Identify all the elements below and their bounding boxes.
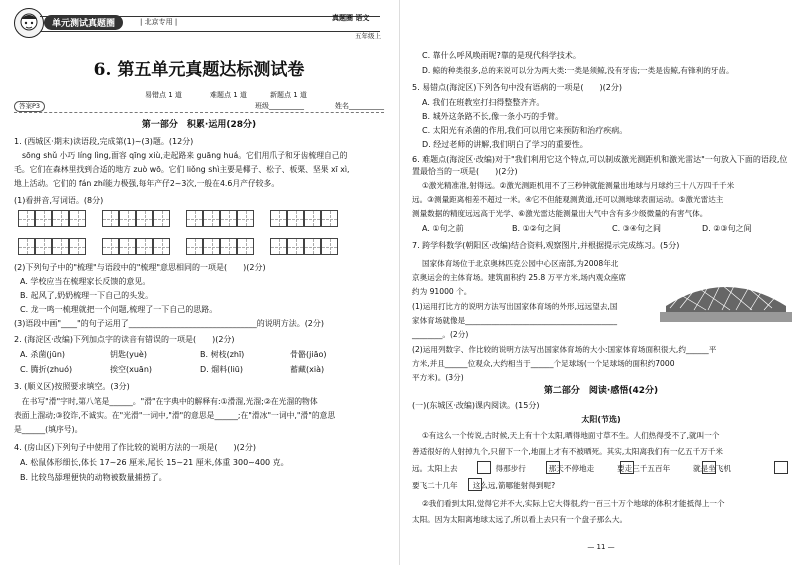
stadium-image — [660, 262, 792, 322]
q5-option-c: C. 太阳光有杀菌的作用,我们可以用它来预防和治疗疾病。 — [422, 126, 628, 135]
q3-line-1: 在书写"滑"字时,第八笔是______。"滑"在字典中的解释有:①滑溜,光溜;②在光溜的物体 — [14, 397, 318, 406]
q6-line-2: 远。③测量距离相差不超过一米。④它不但能观测黄道,还可以测地球表面运动。⑤激光雷达主 — [412, 195, 724, 204]
answer-grid[interactable] — [102, 238, 170, 255]
reading-line-5: ②我们看到太阳,觉得它并不大,实际上它大得很,约一百三十万个地球的体积才能抵得上一个 — [422, 499, 725, 508]
q2-opt: A. 杀菌(jūn) — [20, 350, 66, 359]
q1-lead: 1. (西城区·期末)读语段,完成第(1)~(3)题。(12分) — [14, 137, 194, 146]
punctuation-box[interactable] — [468, 478, 482, 491]
q1-sub3: (3)语段中画"____"的句子运用了________________________________的说明方法。(2分) — [14, 319, 325, 328]
q1-sub2-option-c: C. 龙一鸣一梳理就把一个问题,梳理了一下自己的思路。 — [20, 305, 218, 314]
q2-lead: 2. (海淀区·改编)下列加点字的读音有错误的一项是( )(2分) — [14, 335, 235, 344]
q5-option-a: A. 我们在班教室打扫得整整齐齐。 — [422, 98, 545, 107]
q6-line-3: 测量数据的精度远远高于光学、⑥激光雷达能测量出大气中含有多少级微量的有害气体。 — [412, 209, 708, 218]
answer-grid[interactable] — [102, 210, 170, 227]
q7-lead: 7. 跨学科数学(朝阳区·改编)结合资料,观察图片,并根据提示完成练习。(5分) — [412, 241, 680, 250]
prev-option-c: C. 靠什么呼风唤雨呢?靠的是现代科学技术。 — [422, 51, 581, 60]
q2-opt: 挨空(xuān) — [110, 365, 153, 374]
q6-line-1: ①激光精准准,射得远。②激光测距机用不了三秒钟就能测量出地球与月球约三十八万四千千米 — [422, 181, 735, 190]
reading-line-3: 远。太阳上去 得那步行 那天不停地走 要走三千五百年 就是坐飞机 — [412, 464, 754, 473]
prev-option-d: D. 鲸的种类很多,总的来说可以分为两大类:一类是须鲸,没有牙齿;一类是齿鲸,有锋利的牙齿。 — [422, 66, 734, 75]
q2-opt: B. 树枝(zhī) — [200, 350, 245, 359]
name-label: 姓名__________ — [335, 102, 384, 110]
edition-label: | 北京专用 | — [140, 18, 178, 26]
q2-opt: C. 腾折(zhuó) — [20, 365, 73, 374]
q5-lead: 5. 易错点(海淀区)下列各句中没有语病的一项是( )(2分) — [412, 83, 622, 92]
answer-grid[interactable] — [270, 210, 338, 227]
answer-grid[interactable] — [18, 210, 86, 227]
q7-sub2-line-2: 方米,并且______位观众,大约相当于______个足球场(一个足球场的面积约7000 — [412, 359, 675, 368]
part1-title: 第一部分 积累·运用(28分) — [141, 120, 257, 130]
book-label: 真题圈 语文 — [332, 14, 370, 22]
q4-option-a: A. 松鼠体形细长,体长 17~26 厘米,尾长 15~21 厘米,体重 300~400 克。 — [20, 458, 289, 467]
q7-sub2-line-1: (2)运用列数字、作比较的说明方法写出国家体育场的大小:国家体育场面积很大,约______平 — [412, 345, 717, 354]
stat-new: 新题点 1 道 — [270, 91, 307, 99]
q1-sub2-option-a: A. 学校应当在梳理家长反馈的意见。 — [20, 277, 151, 286]
left-page — [0, 0, 398, 565]
q6-option-d: D. ②③句之间 — [702, 224, 752, 233]
answer-grid[interactable] — [18, 238, 86, 255]
q3-lead: 3. (顺义区)按照要求填空。(3分) — [14, 382, 130, 391]
q1-sub2-option-b: B. 起风了,奶奶梳理一下自己的头发。 — [20, 291, 154, 300]
q7-sub1-line-1: (1)运用打比方的说明方法写出国家体育场的外形,远远望去,国 — [412, 302, 618, 311]
reading-line-6: 太阳。因为太阳离地球太远了,所以看上去只有一个盘子那么大。 — [412, 515, 628, 524]
q2-opt: 骨骼(jiāo) — [290, 350, 327, 359]
q2-opt: D. 熘料(liū) — [200, 365, 244, 374]
punctuation-box[interactable] — [702, 461, 716, 474]
q5-option-b: B. 城外这条路不长,像一条小巧的手臂。 — [422, 112, 564, 121]
answer-grid[interactable] — [186, 210, 254, 227]
reading-title: 太阳(节选) — [581, 415, 621, 424]
answer-grid[interactable] — [270, 238, 338, 255]
q6-option-b: B. ①②句之间 — [512, 224, 561, 233]
punctuation-box[interactable] — [477, 461, 491, 474]
reading-line-4: 要飞二十几年 这么远,箭哪能射得到呢? — [412, 481, 556, 490]
class-label: 班级__________ — [255, 102, 304, 110]
q2-opt: 钥匙(yuè) — [110, 350, 147, 359]
q7-para-1: 国家体育场位于北京奥林匹克公园中心区南部,为2008年北 — [422, 259, 619, 268]
q6-option-a: A. ①句之前 — [422, 224, 464, 233]
q5-option-d: D. 经过老师的讲解,我们明白了学习的重要性。 — [422, 140, 588, 149]
stat-easy: 易错点 1 道 — [145, 91, 182, 99]
q6-lead: 6. 难题点(海淀区·改编)对于"我们利用它这个特点,可以制成激光测距机和激光雷达"一句放入下面的语段,位置最恰当的一项是( )(2分) — [412, 155, 788, 176]
q1-passage-line-1: sōng shǔ 小巧 líng lìng,面容 qīng xiù,走起路来 guāng huá。它们用爪子和牙齿梳理自己的 — [22, 151, 348, 160]
q3-line-2: 表面上溜动;③狡诈,不诚实。在"光滑"一词中,"滑"的意思是______;在"滑冰"一词中,"滑"的意思 — [14, 411, 336, 420]
series-badge: 单元测试真题圈 — [44, 15, 123, 30]
reading-line-1: ①有这么一个传说,古时候,天上有十个太阳,晒得地面寸草不生。人们热得受不了,就叫一个 — [422, 431, 720, 440]
right-page — [402, 0, 800, 565]
pinyin-grid-row-1 — [18, 210, 338, 227]
q4-lead: 4. (房山区)下列句子中使用了作比较的说明方法的一项是( )(2分) — [14, 443, 256, 452]
q7-sub1-line-3: ________。(2分) — [412, 330, 469, 339]
page-number: — 11 — — [587, 543, 615, 551]
answer-grid[interactable] — [186, 238, 254, 255]
q6-option-c: C. ③④句之间 — [612, 224, 662, 233]
page-gutter — [399, 0, 400, 565]
q7-para-3: 约为 91000 个。 — [412, 287, 472, 296]
q7-sub2-line-3: 平方米)。(3分) — [412, 373, 464, 382]
reading-line-2: 善适很好的人射掉九个,只留下一个,地面上才有不被晒死。其实,太阳离我们有一亿五千万千米 — [412, 447, 723, 456]
punctuation-box[interactable] — [546, 461, 560, 474]
q4-option-b: B. 比较鸟舔理便快的动物被数量捕捞了。 — [20, 473, 167, 482]
answer-tag: 答案P3 — [14, 101, 45, 112]
q1-passage-line-3: 地上活动。它们的 fán zhí能力极强,每年产仔2~3次,一般在4.6月产仔较多。 — [14, 179, 280, 188]
q7-sub1-line-2: 家体育场就像是________________________________________ — [412, 316, 618, 325]
q7-para-2: 京奥运会的主体育场。建筑面积约 25.8 万平方米,场内观众座席 — [412, 273, 626, 282]
grade-label: 五年级上 — [355, 32, 381, 40]
section-1-label: (一)(东城区·改编)课内阅读。(15分) — [412, 401, 540, 410]
q1-passage-line-2: 毛。它们在森林里找到合适的地方 zuò wō。它们 liǒng shì主要是椰子、松子、板栗、坚果 xī xì, — [14, 165, 350, 174]
page-title: 6. 第五单元真题达标测试卷 — [93, 60, 305, 80]
stat-hard: 难题点 1 道 — [210, 91, 247, 99]
punctuation-box[interactable] — [774, 461, 788, 474]
part2-title: 第二部分 阅读·感悟(42分) — [543, 386, 659, 396]
q1-sub2: (2)下列句子中的"梳理"与语段中的"梳理"意思相同的一项是( )(2分) — [14, 263, 266, 272]
q3-line-3: 是______(填序号)。 — [14, 425, 83, 434]
q2-opt: 蓄藏(xià) — [290, 365, 325, 374]
punctuation-box[interactable] — [620, 461, 634, 474]
q1-sub1: (1)看拼音,写词语。(8分) — [14, 196, 104, 205]
pinyin-grid-row-2 — [18, 238, 338, 255]
divider — [14, 112, 384, 113]
